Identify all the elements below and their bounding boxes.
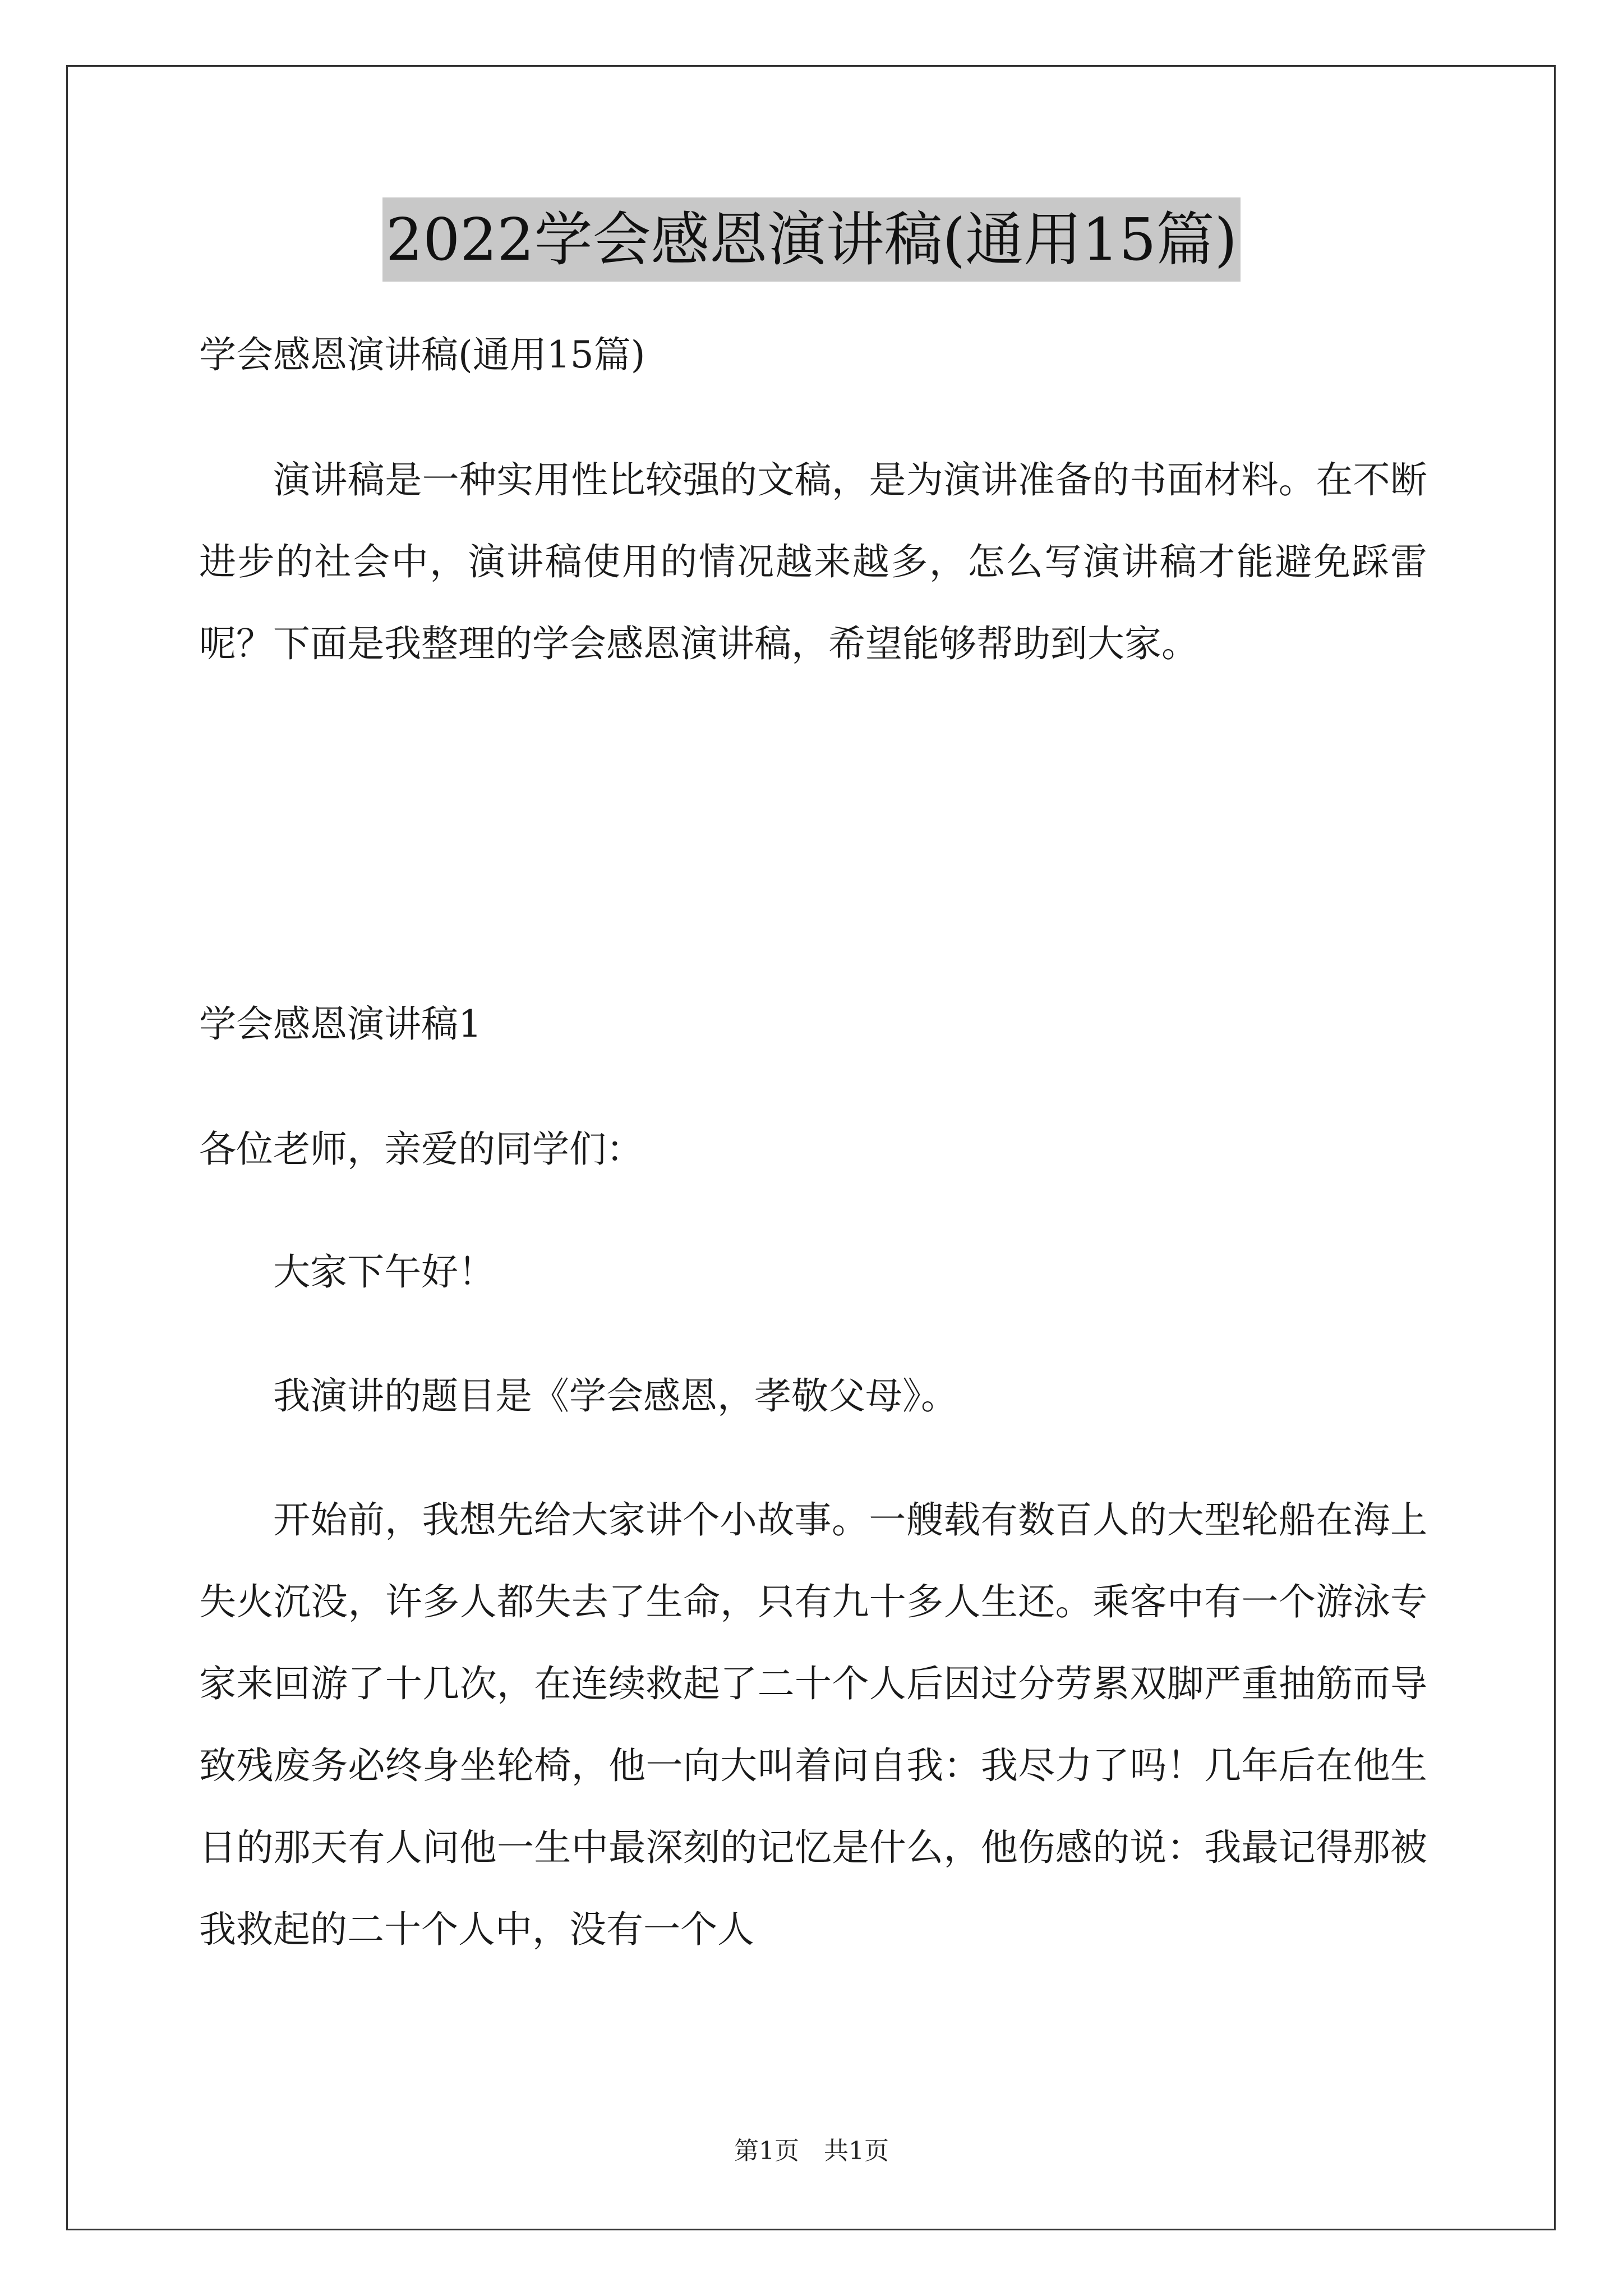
document-title: 2022学会感恩演讲稿(通用15篇) bbox=[382, 197, 1241, 282]
title-container bbox=[0, 197, 1623, 282]
intro-paragraph: 演讲稿是一种实用性比较强的文稿，是为演讲准备的书面材料。在不断进步的社会中，演讲稿使用的情况越来越多，怎么写演讲稿才能避免踩雷呢？下面是我整理的学会感恩演讲稿，希望能够帮助到大家。 bbox=[199, 458, 1427, 665]
greeting-line: 大家下午好！ bbox=[273, 1250, 495, 1294]
salutation-line: 各位老师，亲爱的同学们： bbox=[199, 1128, 643, 1171]
topic-line: 我演讲的题目是《学会感恩，孝敬父母》。 bbox=[273, 1374, 958, 1418]
page-number-footer: 第1页 共1页 bbox=[734, 2137, 889, 2165]
story-paragraph: 开始前，我想先给大家讲个小故事。一艘载有数百人的大型轮船在海上失火沉没，许多人都失去了生命，只有九十多人生还。乘客中有一个游泳专家来回游了十几次，在连续救起了二十个人后因过分劳累双脚严重抽筋而导致残废务必终身坐轮椅，他一向大叫着问自我：我尽力了吗！几年后在他生日的那天有人问他一生中最深刻的记忆是什么，他伤感的说：我最记得那被我救起的二十个人中，没有一个人 bbox=[199, 1498, 1427, 1951]
document-heading: 学会感恩演讲稿(通用15篇) bbox=[199, 333, 645, 376]
section-heading: 学会感恩演讲稿1 bbox=[199, 1002, 482, 1046]
